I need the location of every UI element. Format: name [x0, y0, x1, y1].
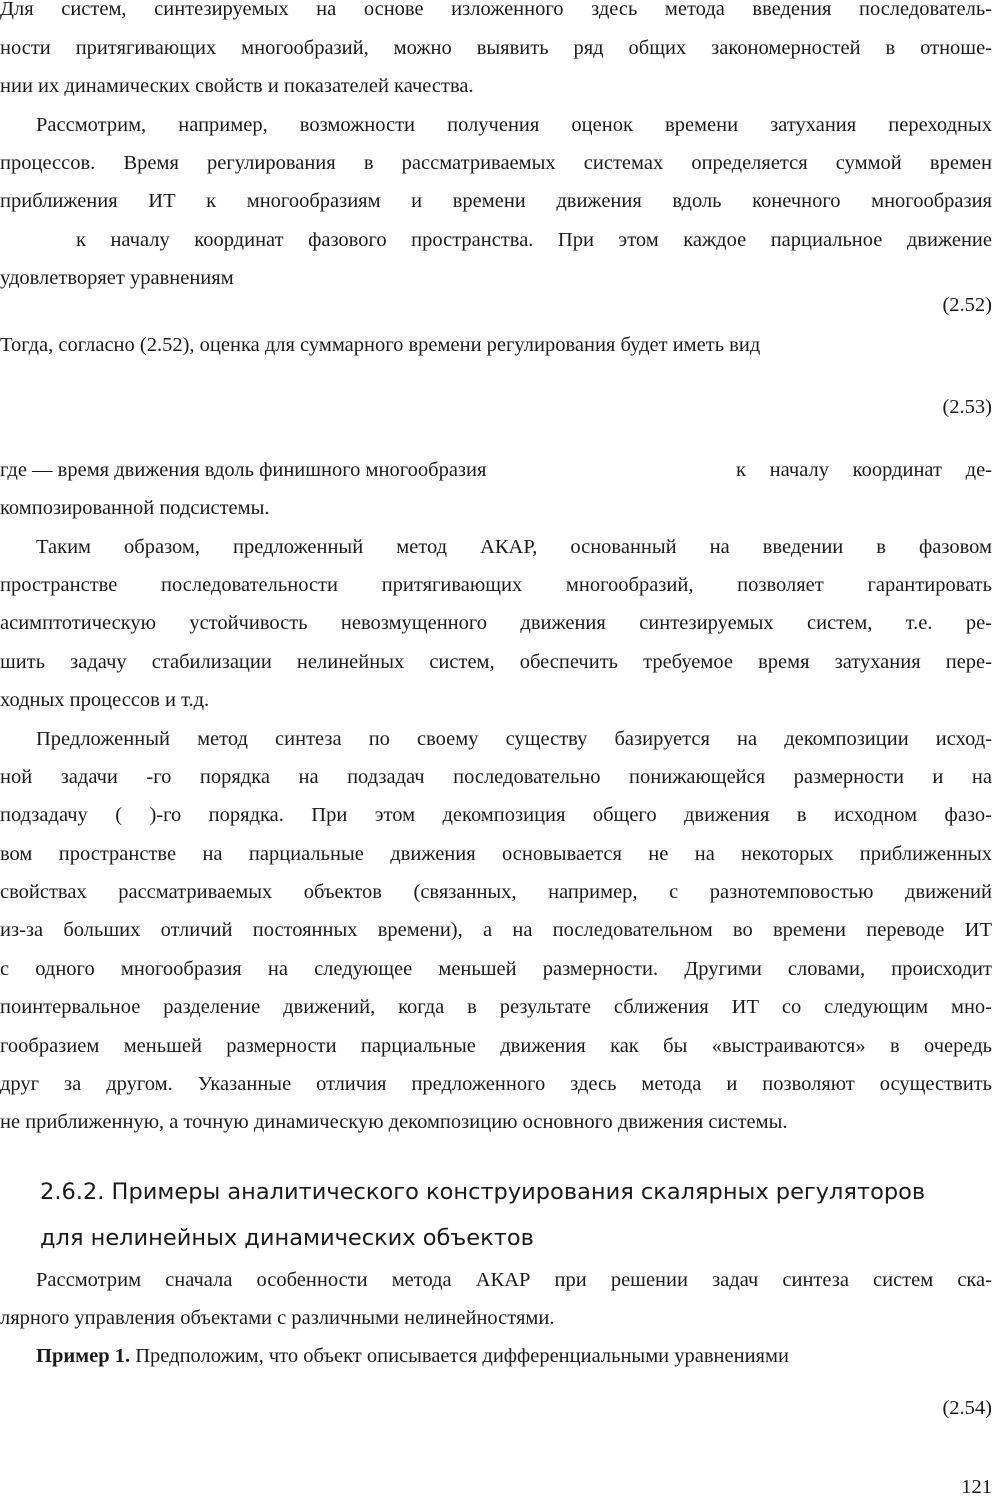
text-line: подзадачу ( )-го порядка. При этом декомпозиция общего движения в исходном фазо- — [0, 804, 992, 826]
text-line: свойствах рассматриваемых объектов (связанных, например, с разнотемповостью движений — [0, 881, 992, 903]
equation-number: (2.53) — [942, 396, 992, 418]
page-number: 121 — [961, 1476, 992, 1498]
text-line: приближения ИТ к многообразиям и времени движения вдоль конечного многообразия — [0, 190, 992, 212]
text-line: ности притягивающих многообразий, можно выявить ряд общих закономерностей в отноше- — [0, 37, 992, 59]
text-line: Предложенный метод синтеза по своему существу базируется на декомпозиции исход- — [36, 728, 992, 750]
text-line: композированной подсистемы. — [0, 497, 270, 519]
example-line — [36, 1341, 981, 1371]
text-line: где — время движения вдоль финишного многообразия — [0, 459, 487, 481]
text-line: удовлетворяет уравнениям — [0, 267, 234, 289]
text-line: Для систем, синтезируемых на основе изложенного здесь метода введения последователь- — [0, 0, 992, 20]
text-line: лярного управления объектами с различными нелинейностями. — [0, 1307, 555, 1329]
example-label: Пример 1. — [36, 1345, 131, 1367]
text-line: ходных процессов и т.д. — [0, 689, 210, 711]
text-line: процессов. Время регулирования в рассматриваемых системах определяется суммой времен — [0, 152, 992, 174]
text-line: из-за больших отличий постоянных времени), а на последовательном во времени переводе ИТ — [0, 919, 992, 941]
text-line: поинтервальное разделение движений, когда в результате сближения ИТ со следующим мно- — [0, 996, 992, 1018]
section-heading: для нелинейных динамических объектов — [40, 1225, 534, 1251]
text-line: Тогда, согласно (2.52), оценка для суммарного времени регулирования будет иметь вид — [0, 334, 761, 356]
text-line: друг за другом. Указанные отличия предложенного здесь метода и позволяют осуществить — [0, 1073, 992, 1095]
text-line: Рассмотрим сначала особенности метода АКАР при решении задач синтеза систем ска- — [36, 1269, 992, 1291]
equation-number: (2.52) — [942, 294, 992, 316]
section-heading: 2.6.2. Примеры аналитического конструирования скалярных регуляторов — [40, 1179, 926, 1205]
text-line: асимптотическую устойчивость невозмущенного движения синтезируемых систем, т.е. ре- — [0, 612, 992, 634]
text-line: нии их динамических свойств и показателей качества. — [0, 75, 474, 97]
text-line: с одного многообразия на следующее меньшей размерности. Другими словами, происходит — [0, 958, 992, 980]
text-line: к началу координат фазового пространства. При этом каждое парциальное движение — [76, 229, 992, 251]
text-line: вом пространстве на парциальные движения основывается не на некоторых приближенных — [0, 843, 992, 865]
text-line: не приближенную, а точную динамическую декомпозицию основного движения системы. — [0, 1111, 788, 1133]
text-line: шить задачу стабилизации нелинейных систем, обеспечить требуемое время затухания пере- — [0, 651, 992, 673]
text-line: Таким образом, предложенный метод АКАР, основанный на введении в фазовом — [36, 536, 992, 558]
example-text: Предположим, что объект описывается дифференциальными уравнениями — [130, 1345, 789, 1367]
text-line: ной задачи -го порядка на подзадач последовательно понижающейся размерности и на — [0, 766, 992, 788]
text-line: к началу координат де- — [736, 459, 992, 481]
text-line: пространстве последовательности притягивающих многообразий, позволяет гарантировать — [0, 574, 992, 596]
equation-number: (2.54) — [942, 1397, 992, 1419]
text-line: Рассмотрим, например, возможности получения оценок времени затухания переходных — [36, 114, 992, 136]
text-line: гообразием меньшей размерности парциальные движения как бы «выстраиваются» в очередь — [0, 1035, 992, 1057]
